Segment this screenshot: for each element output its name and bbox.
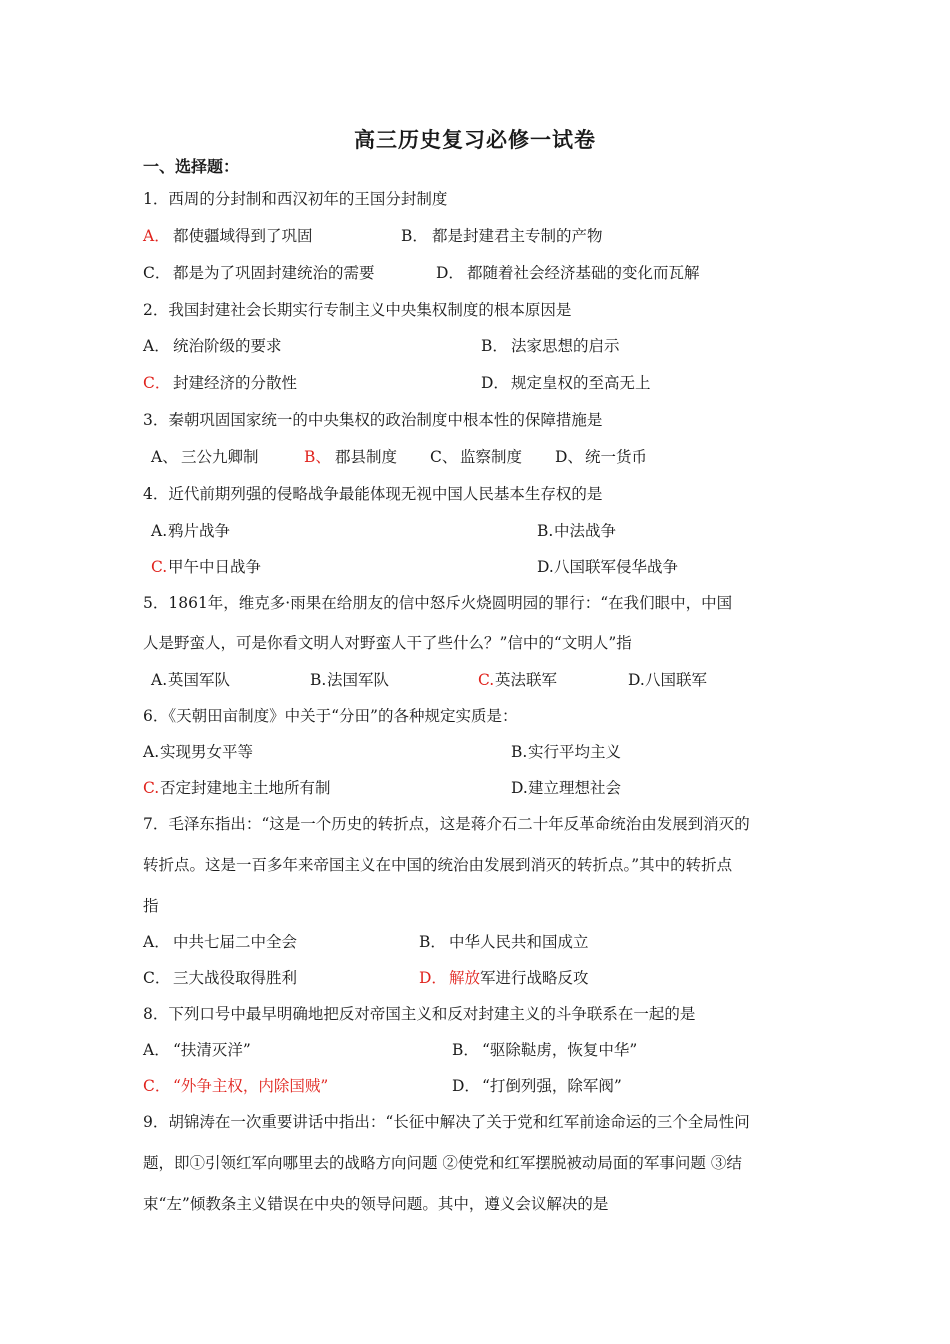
question-9-stem-line-1: 9．胡锦涛在一次重要讲话中指出：“长征中解决了关于党和红军前途命运的三个全局性问 (143, 1113, 750, 1131)
section-heading: 一、选择题： (143, 157, 240, 176)
q6-option-d-label: D. (511, 779, 528, 797)
question-8-stem: 8．下列口号中最早明确地把反对帝国主义和反对封建主义的斗争联系在一起的是 (143, 1005, 696, 1023)
q6-option-c-label: C. (143, 779, 160, 797)
q4-option-a-label: A. (151, 522, 168, 540)
q3-option-d: 统一货币 (585, 448, 648, 466)
q2-option-a: 统治阶级的要求 (173, 337, 282, 355)
q8-option-a-label: A． (143, 1041, 170, 1059)
q4-option-d-label: D. (537, 558, 554, 576)
q6-option-a: 实现男女平等 (160, 743, 254, 761)
q1-option-b-label: B． (401, 227, 428, 245)
q3-option-a-label: A、 (151, 448, 178, 466)
q7-option-b: 中华人民共和国成立 (449, 933, 589, 951)
q8-option-a: “扶清灭洋” (173, 1041, 251, 1059)
q6-option-c: 否定封建地主土地所有制 (160, 779, 331, 797)
q1-option-c-label: C． (143, 264, 171, 282)
q5-option-a: 英国军队 (168, 671, 231, 689)
q6-option-b-label: B. (511, 743, 528, 761)
q7-option-d-rest: 军进行战略反攻 (480, 969, 589, 987)
q3-option-c-label: C、 (430, 448, 458, 466)
q1-option-c: 都是为了巩固封建统治的需要 (173, 264, 375, 282)
q3-option-b: 郡县制度 (335, 448, 398, 466)
q1-option-d: 都随着社会经济基础的变化而瓦解 (467, 264, 700, 282)
q7-option-d (449, 968, 589, 988)
q4-option-c: 甲午中日战争 (168, 558, 262, 576)
q2-option-d-label: D． (481, 374, 509, 392)
q2-option-b: 法家思想的启示 (511, 337, 620, 355)
q1-option-b: 都是封建君主专制的产物 (432, 227, 603, 245)
q3-option-b-label: B、 (304, 448, 331, 466)
q1-option-a-label: A． (143, 227, 170, 245)
q6-option-d: 建立理想社会 (528, 779, 622, 797)
question-3-stem: 3．秦朝巩固国家统一的中央集权的政治制度中根本性的保障措施是 (143, 411, 603, 429)
q5-option-b: 法国军队 (327, 671, 390, 689)
q5-option-d-label: D. (628, 671, 645, 689)
q6-option-b: 实行平均主义 (528, 743, 622, 761)
question-1-stem: 1．西周的分封制和西汉初年的王国分封制度 (143, 190, 448, 208)
q4-option-c-label: C. (151, 558, 168, 576)
q6-option-a-label: A. (143, 743, 160, 761)
q8-option-b: “驱除鞑虏，恢复中华” (482, 1041, 638, 1059)
question-9-stem-line-2: 题，即①引领红军向哪里去的战略方向问题 ②使党和红军摆脱被动局面的军事问题 ③结 (143, 1154, 742, 1172)
q7-option-a-label: A． (143, 933, 170, 951)
q5-option-d: 八国联军 (645, 671, 708, 689)
q1-option-a: 都使疆域得到了巩固 (173, 227, 313, 245)
q8-option-d-label: D． (452, 1077, 480, 1095)
q3-option-a: 三公九卿制 (181, 448, 259, 466)
q7-option-b-label: B． (419, 933, 446, 951)
q4-option-d: 八国联军侵华战争 (554, 558, 679, 576)
q5-option-b-label: B. (310, 671, 327, 689)
q1-option-d-label: D． (436, 264, 464, 282)
q2-option-c: 封建经济的分散性 (173, 374, 298, 392)
q8-option-c-label: C． (143, 1077, 171, 1095)
q8-option-d: “打倒列强，除军阀” (482, 1077, 622, 1095)
q2-option-c-label: C． (143, 374, 171, 392)
question-4-stem: 4．近代前期列强的侵略战争最能体现无视中国人民基本生存权的是 (143, 485, 603, 503)
q3-option-d-label: D、 (555, 448, 583, 466)
q8-option-c: “外争主权，内除国贼” (173, 1077, 329, 1095)
question-9-stem-line-3: 束“左”倾教条主义错误在中央的领导问题。其中，遵义会议解决的是 (143, 1195, 609, 1213)
q4-option-b-label: B. (537, 522, 554, 540)
question-6-stem: 6．《天朝田亩制度》中关于“分田”的各种规定实质是： (143, 707, 518, 725)
q2-option-b-label: B． (481, 337, 508, 355)
question-5-stem-line-1: 5．1861年，维克多·雨果在给朋友的信中怒斥火烧圆明园的罪行：“在我们眼中，中国 (143, 594, 733, 612)
q7-option-d-label: D． (419, 969, 447, 987)
q5-option-a-label: A. (151, 671, 168, 689)
q4-option-a: 鸦片战争 (168, 522, 231, 540)
question-7-stem-line-3: 指 (143, 897, 159, 915)
q7-option-c: 三大战役取得胜利 (173, 969, 298, 987)
q3-option-c: 监察制度 (460, 448, 523, 466)
page-title: 高三历史复习必修一试卷 (354, 128, 596, 152)
q2-option-a-label: A． (143, 337, 170, 355)
q5-option-c-label: C. (478, 671, 495, 689)
q7-option-a: 中共七届二中全会 (173, 933, 298, 951)
q2-option-d: 规定皇权的至高无上 (511, 374, 651, 392)
question-5-stem-line-2: 人是野蛮人，可是你看文明人对野蛮人干了些什么？”信中的“文明人”指 (143, 634, 632, 652)
q7-option-d-red-part: 解放 (449, 969, 481, 987)
question-7-stem-line-1: 7．毛泽东指出：“这是一个历史的转折点，这是蒋介石二十年反革命统治由发展到消灭的 (143, 815, 750, 833)
q4-option-b: 中法战争 (554, 522, 617, 540)
q5-option-c: 英法联军 (495, 671, 558, 689)
q7-option-c-label: C． (143, 969, 171, 987)
question-7-stem-line-2: 转折点。这是一百多年来帝国主义在中国的统治由发展到消灭的转折点。”其中的转折点 (143, 856, 733, 874)
question-2-stem: 2．我国封建社会长期实行专制主义中央集权制度的根本原因是 (143, 301, 572, 319)
q8-option-b-label: B． (452, 1041, 479, 1059)
